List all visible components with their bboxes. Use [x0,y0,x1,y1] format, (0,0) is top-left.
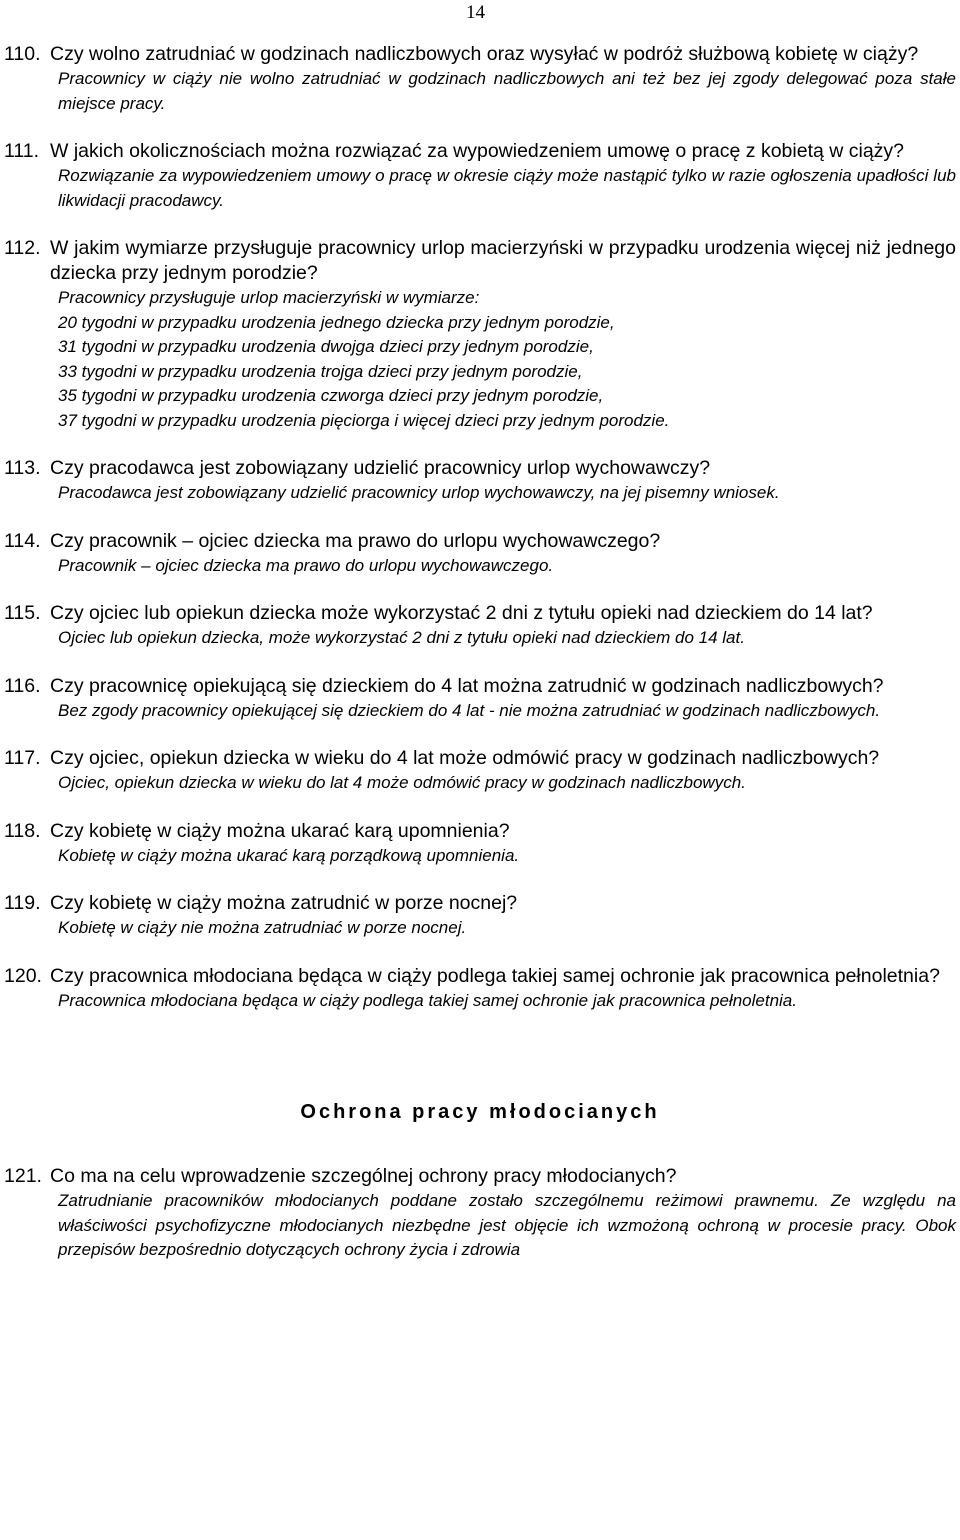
question-number: 113. [4,457,41,479]
section-title: Ochrona pracy młodocianych [300,1101,660,1123]
answer-line: Zatrudnianie pracowników młodocianych poddane zostało szczególnemu reżimowi prawnemu. Ze względu na właściwości psychofizyczne młodocianych niezbędne jest objęcie ich wzmożoną ochroną w procesie pracy. Obok przepisów bezpośrednio dotyczących ochrony życia i zdrowia [58,1191,956,1259]
qa-item [4,42,956,116]
question-text: Czy pracownicę opiekującą się dzieckiem do 4 lat można zatrudnić w godzinach nadliczbowych? [50,674,884,697]
question-number: 120. [4,964,42,987]
answer [58,626,956,651]
question-text: Czy kobietę w ciąży można ukarać karą upomnienia? [50,819,510,842]
question [4,456,956,481]
qa-item [4,529,956,579]
qa-item [4,964,956,1014]
answer [58,699,956,724]
answer-line: Bez zgody pracownicy opiekującej się dzieckiem do 4 lat - nie można zatrudniać w godzinach nadliczbowych. [58,700,881,720]
question-number: 111. [4,140,40,162]
qa-item [4,456,956,506]
answer-line: 20 tygodni w przypadku urodzenia jednego dziecka przy jednym porodzie, [58,312,615,332]
question [4,601,956,626]
answer [58,844,956,869]
question [4,674,956,699]
answer [58,481,956,506]
question-text: Czy pracodawca jest zobowiązany udzielić pracownicy urlop wychowawczy? [50,457,711,479]
question-number: 119. [4,892,41,914]
question [4,746,956,771]
question-number: 114. [4,529,41,552]
answer [58,771,956,796]
answer-line: Ojciec lub opiekun dziecka, może wykorzystać 2 dni z tytułu opieki nad dzieckiem do 14 lat. [58,628,745,647]
answer-line: Pracownicy w ciąży nie wolno zatrudniać w godzinach nadliczbowych ani też bez jej zgody delegować poza stałe miejsce pracy. [58,69,956,113]
answer-line: 37 tygodni w przypadku urodzenia pięciorga i więcej dzieci przy jednym porodzie. [58,410,670,430]
answer-line: 31 tygodni w przypadku urodzenia dwojga dzieci przy jednym porodzie, [58,337,594,356]
question [4,964,956,989]
question-text: Czy pracownik – ojciec dziecka ma prawo do urlopu wychowawczego? [50,529,661,552]
qa-item [4,236,956,433]
answer-line: 33 tygodni w przypadku urodzenia trojga dzieci przy jednym porodzie, [58,361,583,381]
qa-item [4,819,956,869]
answer-line: Rozwiązanie za wypowiedzeniem umowy o pracę w okresie ciąży może nastąpić tylko w razie ogłoszenia upadłości lub likwidacji pracodawcy. [58,166,956,210]
qa-item [4,139,956,213]
question [4,1164,956,1189]
qa-item [4,891,956,941]
answer [58,286,956,433]
qa-item [4,746,956,796]
qa-item [4,1164,956,1263]
question-number: 115. [4,602,41,624]
question-text: W jakich okolicznościach można rozwiązać za wypowiedzeniem umowę o pracę z kobietą w ciąży? [50,140,905,162]
question-text: Czy ojciec, opiekun dziecka w wieku do 4 lat może odmówić pracy w godzinach nadliczbowych? [50,747,880,769]
question-number: 117. [4,747,41,769]
question-text: Czy ojciec lub opiekun dziecka może wykorzystać 2 dni z tytułu opieki nad dzieckiem do 14 lat? [50,602,873,624]
question [4,891,956,916]
page-number: 14 [466,2,485,23]
question-text: Czy kobietę w ciąży można zatrudnić w porze nocnej? [50,892,518,914]
answer-line: Pracownicy przysługuje urlop macierzyński w wymiarze: [58,288,480,307]
question [4,139,956,164]
question-number: 110. [4,43,41,65]
qa-item [4,601,956,651]
question-number: 112. [4,237,41,259]
answer-line: Pracodawca jest zobowiązany udzielić pracownicy urlop wychowawczy, na jej pisemny wniosek. [58,483,780,502]
question-number: 121. [4,1165,42,1187]
question-number: 118. [4,819,41,842]
qa-list-bottom [4,1164,956,1263]
answer [58,916,956,941]
qa-list [4,42,956,1013]
question-text: Czy pracownica młodociana będąca w ciąży podlega takiej samej ochronie jak pracownica pełnoletnia? [50,964,940,987]
question-text: Co ma na celu wprowadzenie szczególnej ochrony pracy młodocianych? [50,1165,677,1187]
answer [58,554,956,579]
answer [58,989,956,1014]
answer [58,1189,956,1263]
question [4,42,956,67]
question-text: W jakim wymiarze przysługuje pracownicy urlop macierzyński w przypadku urodzenia więcej niż jednego dziecka przy jednym porodzie? [50,237,956,284]
question-text: Czy wolno zatrudniać w godzinach nadliczbowych oraz wysyłać w podróż służbową kobietę w ciąży? [50,43,919,65]
question [4,236,956,286]
answer-line: Kobietę w ciąży można ukarać karą porządkową upomnienia. [58,845,520,865]
answer-line: Pracownik – ojciec dziecka ma prawo do urlopu wychowawczego. [58,555,554,575]
document-content [4,42,956,1286]
answer [58,67,956,116]
qa-item [4,674,956,724]
answer [58,164,956,213]
question [4,529,956,554]
question-number: 116. [4,674,41,697]
question [4,819,956,844]
answer-line: Pracownica młodociana będąca w ciąży podlega takiej samej ochronie jak pracownica pełnoletnia. [58,990,797,1010]
answer-line: Ojciec, opiekun dziecka w wieku do lat 4 może odmówić pracy w godzinach nadliczbowych. [58,773,746,792]
answer-line: 35 tygodni w przypadku urodzenia czworga dzieci przy jednym porodzie, [58,386,604,405]
answer-line: Kobietę w ciąży nie można zatrudniać w porze nocnej. [58,918,467,937]
